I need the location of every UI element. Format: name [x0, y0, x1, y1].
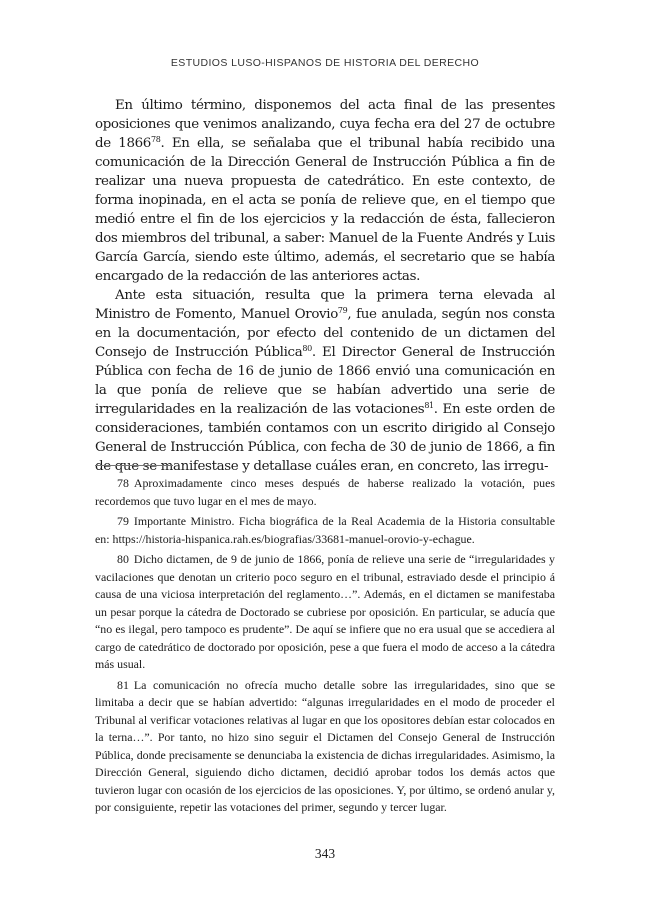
footnote-79 — [95, 513, 555, 548]
footnote-divider — [95, 465, 173, 466]
footnote-ref-79[interactable]: 79 — [337, 306, 348, 315]
running-header: ESTUDIOS LUSO-HISPANOS DE HISTORIA DEL DERECHO — [170, 57, 480, 69]
footnote-ref-78[interactable]: 78 — [150, 135, 161, 144]
paragraph-2-text-d: . En este orden de consideraciones, también contamos con un escrito dirigido al Consejo General de Instrucción Pública, con fecha de 30 de junio de 1866, a fin de que se manifestase y detallase cuáles eran, en concreto, las irregu- — [95, 402, 555, 474]
paragraph-2-text-a: Ante esta situación, resulta que la primera terna elevada al Ministro de Fomento, Manuel Orovio — [95, 288, 555, 322]
paragraph-2-text-c: . El Director General de Instrucción Pública con fecha de 16 de junio de 1866 envió una comunicación en la que ponía de relieve que se habían advertido una serie de irregularidades en la realización de las votaciones — [95, 345, 555, 417]
paragraph-2 — [95, 286, 555, 476]
footnote-80 — [95, 551, 555, 674]
footnote-text: Dicho dictamen, de 9 de junio de 1866, ponía de relieve una serie de “irregularidades y vacilaciones que denotan un criterio poco seguro en el tribunal, estraviado desde el principio á causa de una viciosa interpretación del reglamento…”. Además, en el dictamen se manifestaba un pesar porque la cátedra de Doctorado se cubriese por oposición. En particular, se aducía que “no es ilegal, pero tampoco es prudente”. De aquí se infiere que no era usual que se accediera al cargo de catedrático de doctorado por oposición, pese a que fuera el modo de acceso a la cátedra más usual. — [95, 552, 555, 671]
footnote-ref-80[interactable]: 80 — [302, 344, 312, 353]
paragraph-1-text-b: . En ella, se señalaba que el tribunal había recibido una comunicación de la Dirección General de Instrucción Pública a fin de realizar una nueva propuesta de catedrático. En este contexto, de forma inopinada, en el acta se ponía de relieve que, en el tiempo que medió entre el fin de los ejercicios y la redacción de ésta, fallecieron dos miembros del tribunal, a saber: Manuel de la Fuente Andrés y Luis García García, siendo este último, además, el secretario que se había encargado de la redacción de las anteriores actas. — [95, 136, 555, 284]
footnote-ref-81[interactable]: 81 — [424, 401, 434, 410]
footnote-number: 78 — [117, 476, 129, 490]
main-text — [95, 96, 555, 476]
paragraph-1 — [95, 96, 555, 286]
footnote-78 — [95, 475, 555, 510]
footnote-number: 80 — [117, 552, 129, 566]
paragraph-2-text-b: , fue anulada, según nos consta en la documentación, por efecto del contenido de un dictamen del Consejo de Instrucción Pública — [95, 307, 555, 360]
paragraph-1-text-a: En último término, disponemos del acta final de las presentes oposiciones que venimos analizando, cuya fecha era del 27 de octubre de 1866 — [95, 98, 555, 151]
footnote-81 — [95, 677, 555, 817]
footnote-text: La comunicación no ofrecía mucho detalle sobre las irregularidades, sino que se limitaba a decir que se habían advertido: “algunas irregularidades en el modo de proceder el Tribunal al verificar votaciones relativas al lugar en que los opositores debían estar colocados en la terna…”. Por tanto, no hizo sino seguir el Dictamen del Consejo General de Instrucción Pública, donde precisamente se denunciaba la existencia de dichas irregularidades. Asimismo, la Dirección General, siguiendo dicho dictamen, decidió aprobar todos los demás actos que tuvieron lugar con ocasión de los ejercicios de las oposiciones. Y, por último, se ordenó anular y, por consiguiente, repetir las votaciones del primer, segundo y tercer lugar. — [95, 677, 555, 814]
footnotes — [95, 475, 555, 820]
footnote-text: Aproximadamente cinco meses después de haberse realizado la votación, pues recordemos que tuvo lugar en el mes de mayo. — [95, 476, 555, 508]
page-number: 343 — [314, 846, 336, 861]
footnote-text: Importante Ministro. Ficha biográfica de la Real Academia de la Historia consultable en: https://historia-hispanica.rah.es/biografias/33681-manuel-orovio-y-echague. — [95, 514, 555, 546]
footnote-number: 81 — [117, 677, 129, 692]
footnote-number: 79 — [117, 514, 129, 528]
